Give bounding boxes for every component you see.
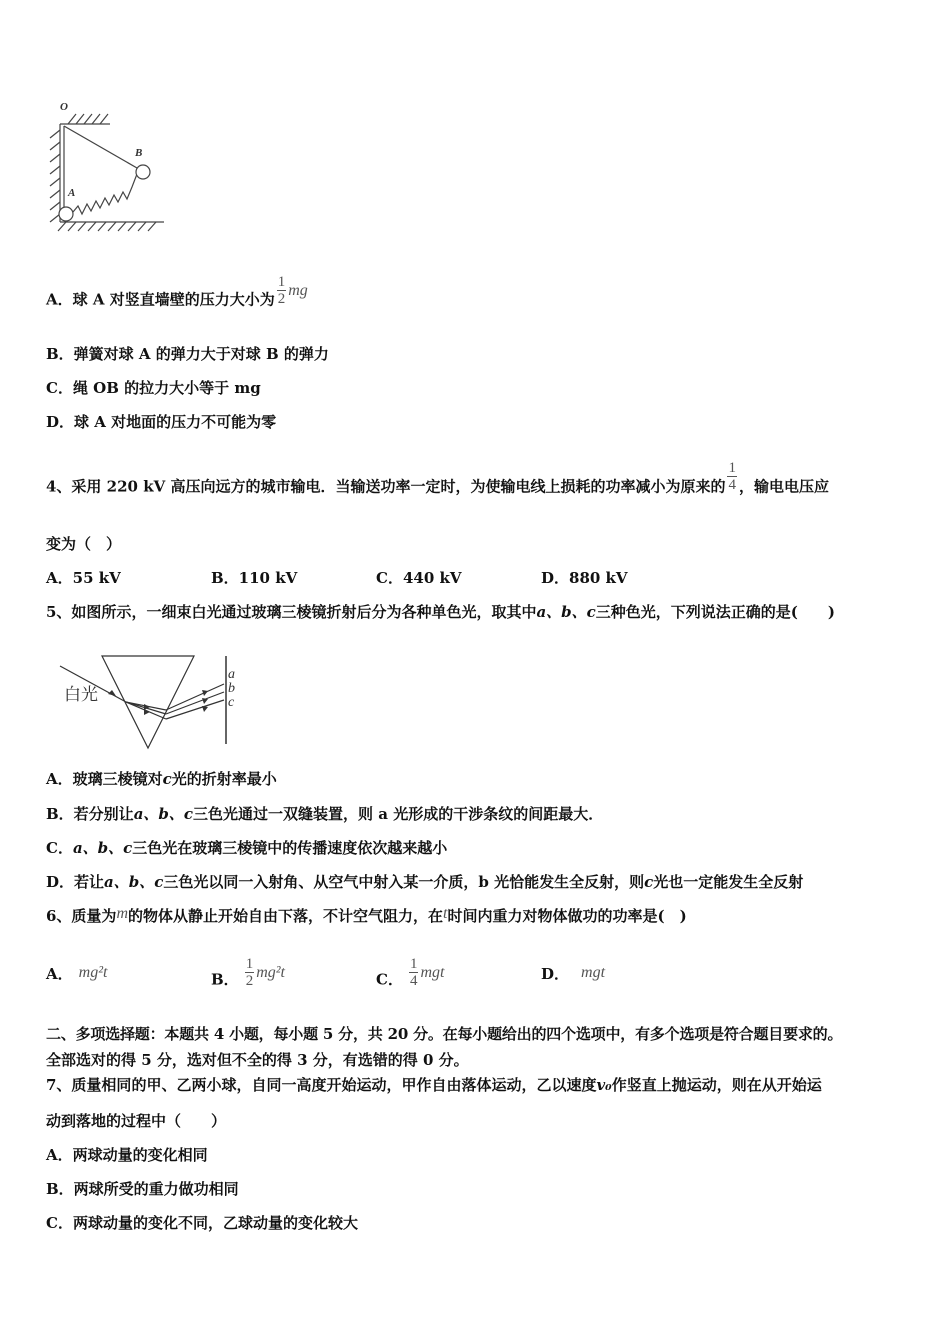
q5-a-part2: 光的折射率最小 bbox=[171, 770, 277, 788]
q5-d-letter: c bbox=[644, 873, 654, 891]
q3-a-prefix: A． bbox=[46, 290, 73, 309]
fig2-label-a: a bbox=[228, 667, 235, 682]
section2-line1: 二、多项选择题：本题共 4 小题，每小题 5 分，共 20 分。在每小题给出的四个选项中，有多个选项是符合题目要求的。 bbox=[46, 1025, 843, 1043]
q5-d-part1: D．若让 bbox=[46, 873, 105, 891]
q7-stem-v0: v₀ bbox=[596, 1076, 612, 1094]
q5-option-a bbox=[46, 769, 277, 789]
q5-d-letters: a、b、c bbox=[104, 873, 164, 891]
q5-c-letters: a、b、c bbox=[72, 839, 133, 857]
q5-stem-part2: 三种色光，下列说法正确的是( ) bbox=[595, 603, 835, 621]
q5-a-part1: A．玻璃三棱镜对 bbox=[46, 770, 163, 788]
q4-option-c: C．440 kV bbox=[376, 569, 462, 587]
q6-b-label: B． bbox=[211, 970, 239, 989]
q6-c-math: mgt bbox=[420, 963, 445, 981]
q6-b-math: mg²t bbox=[256, 963, 285, 981]
figure-wall-spring bbox=[40, 98, 170, 234]
q3-a-frac-den: 2 bbox=[277, 291, 286, 307]
q6-option-a bbox=[46, 964, 107, 985]
q5-c-part2: 三色光在玻璃三棱镜中的传播速度依次越来越小 bbox=[132, 839, 448, 857]
fig2-label-b: b bbox=[228, 681, 235, 696]
q4-frac-num: 1 bbox=[728, 460, 736, 476]
q7-option-b: B．两球所受的重力做功相同 bbox=[46, 1180, 239, 1198]
q4-option-a: A．55 kV bbox=[46, 569, 121, 587]
q3-a-frac-num: 1 bbox=[277, 274, 286, 290]
q5-b-part2: 三色光通过一双缝装置，则 a 光形成的干涉条纹的间距最大． bbox=[193, 805, 604, 823]
q6-stem-part2: 的物体从静止开始自由下落，不计空气阻力，在 bbox=[128, 907, 444, 925]
fig1-label-a: A bbox=[68, 187, 76, 199]
q6-stem-t: t bbox=[443, 905, 448, 922]
q3-a-math: mg bbox=[288, 281, 308, 299]
q7-option-c: C．两球动量的变化不同，乙球动量的变化较大 bbox=[46, 1214, 358, 1232]
q6-option-d bbox=[541, 964, 605, 985]
q6-b-fraction bbox=[245, 956, 255, 989]
q6-stem-part1: 6、质量为 bbox=[46, 907, 117, 925]
q6-stem bbox=[46, 906, 687, 927]
q5-a-letter: c bbox=[162, 770, 172, 788]
q6-option-c bbox=[376, 956, 445, 997]
q6-b-frac-num: 1 bbox=[245, 956, 254, 972]
q4-fraction bbox=[727, 460, 737, 493]
q5-stem bbox=[46, 602, 835, 622]
fig1-label-o: O bbox=[60, 101, 68, 113]
q4-stem-part1: 4、采用 220 kV 高压向远方的城市输电．当输送功率一定时，为使输电线上损耗的功率减小为原来的 bbox=[46, 477, 726, 496]
q5-option-b bbox=[46, 804, 603, 824]
q6-a-label: A． bbox=[46, 965, 73, 983]
q3-option-d: D．球 A 对地面的压力不可能为零 bbox=[46, 413, 277, 431]
q6-d-label: D． bbox=[541, 965, 570, 983]
q5-b-part1: B．若分别让 bbox=[46, 805, 134, 823]
section2-line2: 全部选对的得 5 分，选对但不全的得 3 分，有选错的得 0 分。 bbox=[46, 1051, 469, 1069]
q6-c-frac-num: 1 bbox=[409, 956, 418, 972]
q7-stem-part1: 7、质量相同的甲、乙两小球，自同一高度开始运动，甲作自由落体运动，乙以速度 bbox=[46, 1076, 597, 1094]
figure-prism bbox=[56, 652, 246, 754]
q4-option-b: B．110 kV bbox=[211, 569, 298, 587]
q7-stem-part2: 作竖直上抛运动，则在从开始运 bbox=[611, 1076, 822, 1094]
fig2-white-light-label: 白光 bbox=[64, 685, 98, 705]
q5-stem-part1: 5、如图所示，一细束白光通过玻璃三棱镜折射后分为各种单色光，取其中 bbox=[46, 603, 537, 621]
q5-option-d bbox=[46, 872, 803, 892]
q5-d-part3: 光也一定能发生全反射 bbox=[653, 873, 804, 891]
q4-option-d: D．880 kV bbox=[541, 569, 628, 587]
q7-option-a: A．两球动量的变化相同 bbox=[46, 1146, 208, 1164]
q4-stem-line1 bbox=[46, 460, 829, 504]
fig1-label-b: B bbox=[135, 147, 143, 159]
q6-c-fraction bbox=[409, 956, 419, 989]
q3-a-text: 球 A 对竖直墙壁的压力大小为 bbox=[72, 290, 275, 309]
q6-c-frac-den: 4 bbox=[409, 973, 418, 989]
q6-b-frac-den: 2 bbox=[245, 973, 254, 989]
q6-a-math: mg²t bbox=[78, 964, 108, 981]
q6-stem-part3: 时间内重力对物体做功的功率是( ) bbox=[447, 907, 687, 925]
q5-option-c bbox=[46, 838, 447, 858]
q5-c-part1: C． bbox=[46, 839, 73, 857]
q5-b-letters: a、b、c bbox=[133, 805, 194, 823]
q6-c-label: C． bbox=[376, 970, 403, 989]
q6-d-math: mgt bbox=[581, 964, 606, 981]
q3-a-fraction bbox=[277, 274, 287, 307]
q3-option-b: B．弹簧对球 A 的弹力大于对球 B 的弹力 bbox=[46, 345, 329, 363]
q6-option-b bbox=[211, 956, 285, 997]
q4-stem-line2: 变为（ ） bbox=[46, 535, 122, 553]
q4-stem-part2: ，输电电压应 bbox=[738, 477, 829, 496]
q3-option-a bbox=[46, 274, 308, 317]
q6-stem-m: m bbox=[116, 905, 128, 922]
q7-stem-line1 bbox=[46, 1075, 822, 1095]
q3-option-c: C．绳 OB 的拉力大小等于 mg bbox=[46, 379, 261, 397]
q4-frac-den: 4 bbox=[728, 477, 736, 493]
fig2-label-c: c bbox=[228, 695, 235, 710]
q7-stem-line2: 动到落地的过程中（ ） bbox=[46, 1112, 227, 1130]
q5-d-part2: 三色光以同一入射角、从空气中射入某一介质，b 光恰能发生全反射，则 bbox=[163, 873, 645, 891]
q5-stem-letters: a、b、c bbox=[536, 603, 596, 621]
